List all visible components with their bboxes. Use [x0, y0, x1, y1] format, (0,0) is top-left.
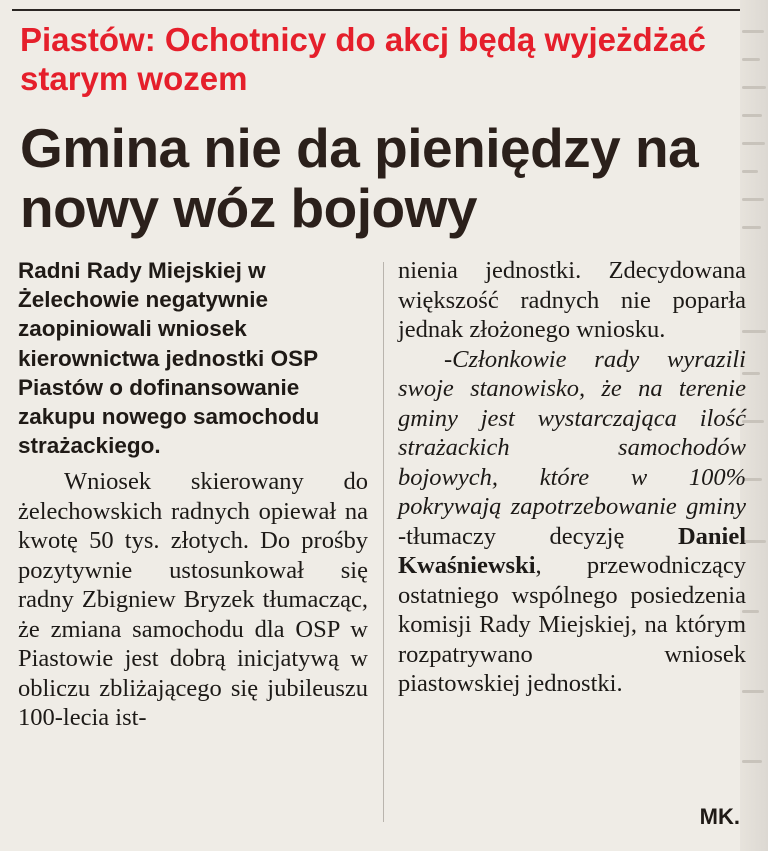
speaker-description: , przewodniczący ostatniego wspólnego posiedzenia komisji Rady Miejskiej, na którym rozpatrywano wniosek piastowskiej jednostki.	[398, 552, 746, 697]
top-rule	[12, 9, 752, 11]
right-body-paragraph-2	[398, 345, 746, 699]
article-headline: Gmina nie da pieniędzy na nowy wóz bojowy	[20, 117, 699, 239]
left-body-text: Wniosek skierowany do żelechowskich radnych opiewał na kwotę 50 tys. złotych. Do prośby pozytywnie ustosunkował się radny Zbigniew Bryzek tłumacząc, że zmiana samochodu dla OSP w Piastowie jest dobrą inicjatywą w obliczu zbliżającego się jubileuszu 100-lecia ist-	[18, 468, 368, 732]
right-column	[398, 256, 746, 699]
speaker-name: Daniel Kwaśniewski	[398, 522, 746, 579]
right-body-paragraph-1: nienia jednostki. Zdecydowana większość radnych nie poparła jednak złożonego wniosku.	[398, 257, 746, 343]
quote-text: -Członkowie rady wyrazili swoje stanowisko, że na terenie gminy jest wystarczająca ilość strażackich samochodów bojowych, które w 100% pokrywają zapotrzebowanie gminy	[398, 345, 746, 520]
left-column	[18, 256, 368, 733]
article-lead: Radni Rady Miejskiej w Żelechowie negatywnie zaopiniowali wniosek kierownictwa jednostki OSP Piastów o dofinansowanie zakupu nowego samochodu strażackiego.	[18, 258, 320, 459]
quote-attribution: -tłumaczy decyzję	[398, 522, 678, 550]
article-kicker: Piastów: Ochotnicy do akcj będą wyjeżdżać starym wozem	[20, 21, 706, 97]
author-signature: MK.	[699, 804, 740, 829]
column-divider	[383, 262, 384, 822]
